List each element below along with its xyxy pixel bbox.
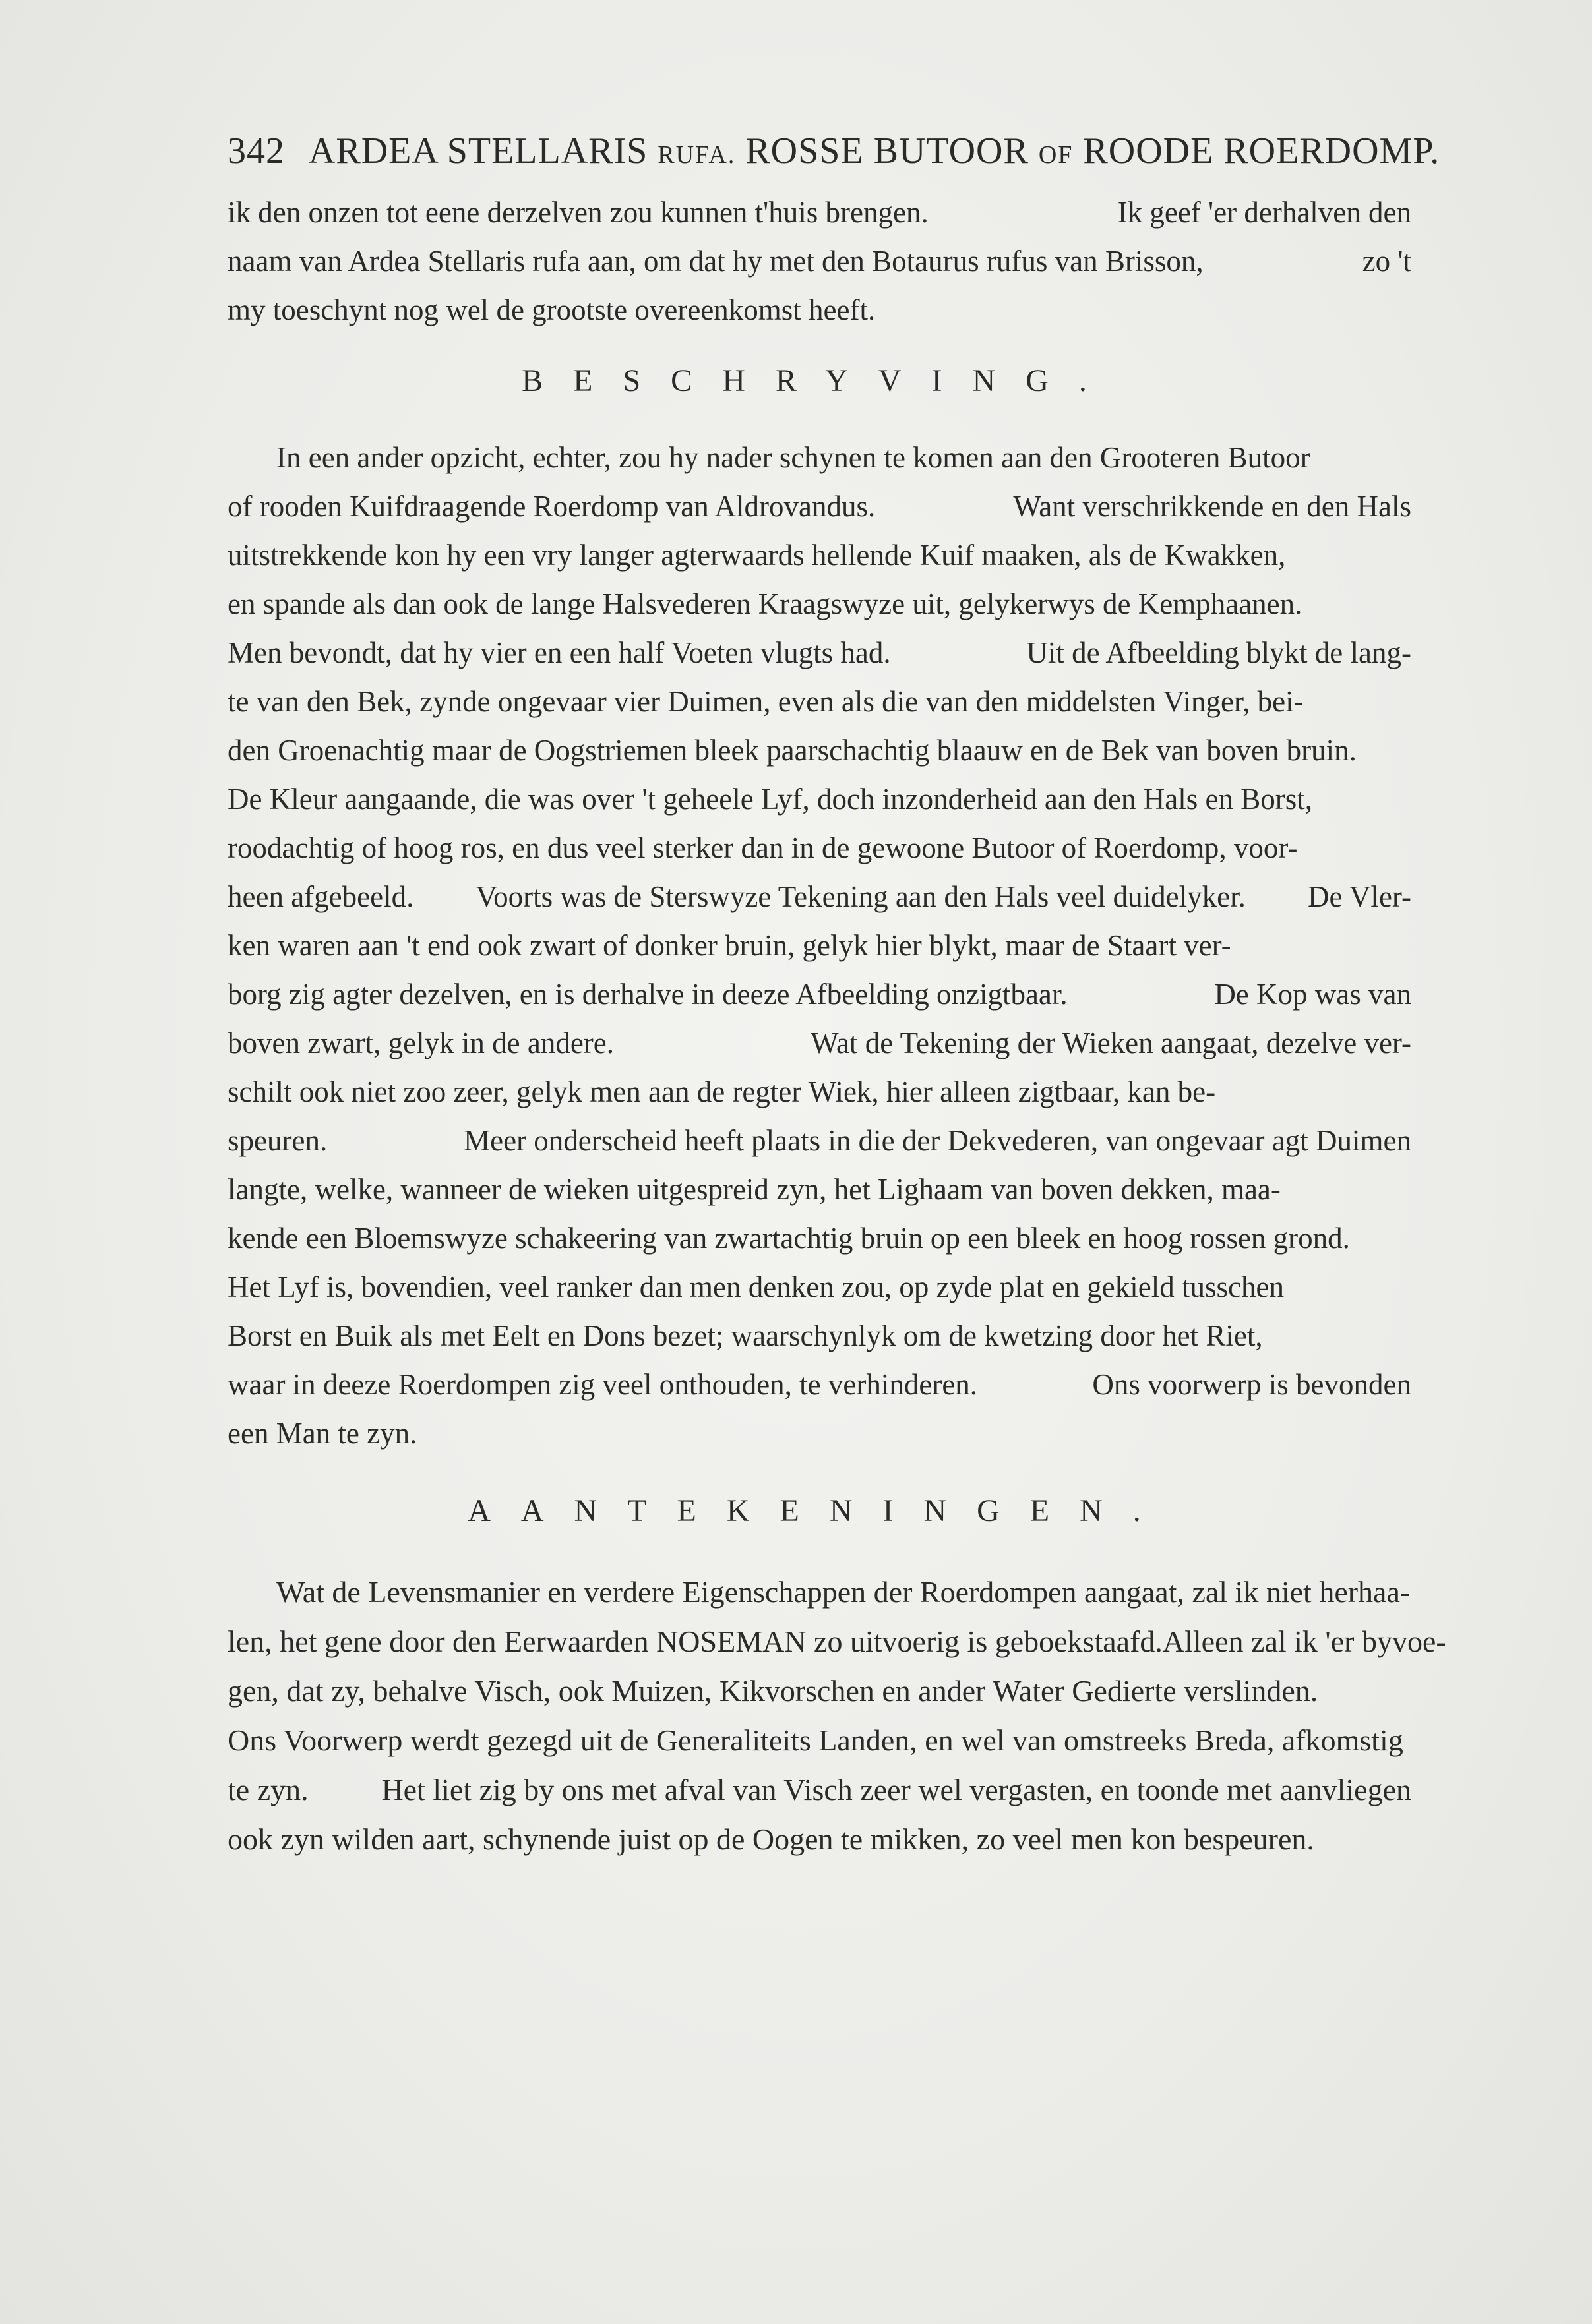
title-latin-suffix: RUFA.: [658, 141, 736, 169]
text-line: [276, 1567, 1411, 1617]
text-line: [228, 580, 1411, 628]
text-fragment: borg zig agter dezelven, en is derhalve in deeze Afbeelding onzigtbaar.: [228, 978, 1068, 1011]
text-line: [228, 1165, 1411, 1214]
text-fragment: langte, welke, wanneer de wieken uitgespreid zyn, het Lighaam van boven dekken, maa-: [228, 1173, 1281, 1206]
text-fragment: ik den onzen tot eene derzelven zou kunnen t'huis brengen.: [228, 196, 929, 229]
text-fragment: my toeschynt nog wel de grootste overeenkomst heeft.: [228, 293, 876, 326]
title-dutch-1: ROSSE BUTOOR: [745, 131, 1029, 171]
text-fragment: Alleen zal ik 'er byvoe-: [1162, 1624, 1446, 1658]
text-fragment: Ik geef 'er derhalven den: [1117, 196, 1411, 229]
text-fragment: speuren.: [228, 1124, 328, 1157]
text-fragment: De Vler-: [1308, 880, 1411, 913]
text-line: [228, 775, 1411, 823]
text-line: [228, 970, 1411, 1019]
intro-paragraph: [228, 188, 1411, 334]
text-fragment: ook zyn wilden aart, schynende juist op de Oogen te mikken, zo veel men kon bespeuren.: [228, 1822, 1314, 1856]
text-fragment: Voorts was de Sterswyze Tekening aan den Hals veel duidelyker.: [475, 880, 1246, 913]
text-line: [228, 1617, 1446, 1666]
text-fragment: Men bevondt, dat hy vier en een half Voeten vlugts had.: [228, 636, 891, 669]
text-line: [228, 872, 1411, 921]
running-head: [228, 129, 1440, 173]
title-latin: ARDEA STELLARIS: [308, 131, 648, 171]
text-fragment: In een ander opzicht, echter, zou hy nader schynen te komen aan den Grooteren Butoor: [276, 441, 1310, 474]
page-number: 342: [228, 131, 285, 171]
text-fragment: of rooden Kuifdraagende Roerdomp van Aldrovandus.: [228, 490, 876, 523]
text-line: [228, 1666, 1411, 1715]
section-heading-beschryving: BESCHRYVING.: [522, 363, 1117, 398]
text-fragment: zo 't: [1362, 245, 1411, 278]
text-line: [228, 823, 1411, 872]
text-fragment: Meer onderscheid heeft plaats in die der Dekvederen, van ongevaar agt Duimen: [464, 1124, 1411, 1157]
text-fragment: Want verschrikkende en den Hals: [1013, 490, 1411, 523]
text-fragment: kende een Bloemswyze schakeering van zwartachtig bruin op een bleek en hoog rossen grond.: [228, 1222, 1350, 1255]
text-fragment: len, het gene door den Eerwaarden NOSEMAN zo uitvoerig is geboekstaafd.: [228, 1624, 1163, 1658]
text-fragment: den Groenachtig maar de Oogstriemen bleek paarschachtig blaauw en de Bek van boven bruin.: [228, 734, 1357, 767]
text-fragment: De Kop was van: [1214, 978, 1411, 1011]
text-fragment: schilt ook niet zoo zeer, gelyk men aan de regter Wiek, hier alleen zigtbaar, kan be-: [228, 1075, 1216, 1108]
text-line: [228, 1019, 1411, 1067]
notes-paragraph: [228, 1567, 1446, 1864]
text-line: [228, 628, 1411, 677]
text-fragment: naam van Ardea Stellaris rufa aan, om dat hy met den Botaurus rufus van Brisson,: [228, 245, 1204, 278]
text-line: [228, 482, 1411, 531]
text-line: [228, 1263, 1411, 1311]
text-fragment: boven zwart, gelyk in de andere.: [228, 1027, 615, 1059]
description-paragraph: [228, 433, 1411, 1458]
text-line: [228, 921, 1411, 970]
text-line: [228, 1409, 1411, 1458]
text-line: [228, 1360, 1411, 1409]
text-line: [228, 726, 1411, 775]
title-dutch-2: ROODE ROERDOMP.: [1083, 131, 1440, 171]
text-line: [228, 1116, 1411, 1165]
text-line: [228, 1715, 1411, 1765]
text-fragment: Het liet zig by ons met afval van Visch zeer wel vergasten, en toonde met aanvliegen: [381, 1773, 1411, 1806]
text-fragment: De Kleur aangaande, die was over 't geheele Lyf, doch inzonderheid aan den Hals en Borst,: [228, 783, 1312, 816]
text-fragment: te van den Bek, zynde ongevaar vier Duimen, even als die van den middelsten Vinger, bei-: [228, 685, 1304, 718]
text-line: [228, 1067, 1411, 1116]
text-block: [228, 129, 1446, 1864]
text-fragment: waar in deeze Roerdompen zig veel onthouden, te verhinderen.: [228, 1368, 978, 1401]
text-line: [276, 433, 1411, 482]
text-fragment: ken waren aan 't end ook zwart of donker bruin, gelyk hier blykt, maar de Staart ver-: [228, 929, 1231, 962]
text-fragment: gen, dat zy, behalve Visch, ook Muizen, Kikvorschen en ander Water Gedierte verslinden.: [228, 1674, 1318, 1708]
text-line: [228, 1214, 1411, 1263]
text-fragment: en spande als dan ook de lange Halsvederen Kraagswyze uit, gelykerwys de Kemphaanen.: [228, 587, 1302, 620]
text-line: [228, 237, 1411, 285]
text-fragment: Uit de Afbeelding blykt de lang-: [1026, 636, 1411, 669]
text-fragment: Ons voorwerp is bevonden: [1092, 1368, 1411, 1401]
text-fragment: een Man te zyn.: [228, 1417, 417, 1450]
text-fragment: te zyn.: [228, 1773, 309, 1806]
text-fragment: Borst en Buik als met Eelt en Dons bezet; waarschynlyk om de kwetzing door het Riet,: [228, 1319, 1263, 1352]
text-line: [228, 531, 1411, 580]
text-fragment: Ons Voorwerp werdt gezegd uit de Generaliteits Landen, en wel van omstreeks Breda, afkomstig: [228, 1723, 1403, 1757]
text-fragment: Wat de Levensmanier en verdere Eigenschappen der Roerdompen aangaat, zal ik niet herhaa-: [276, 1575, 1411, 1609]
title-of: OF: [1038, 141, 1074, 169]
section-heading-aantekeningen: AANTEKENINGEN.: [468, 1493, 1171, 1528]
text-line: [228, 285, 1411, 334]
text-line: [228, 1311, 1411, 1360]
text-fragment: uitstrekkende kon hy een vry langer agterwaards hellende Kuif maaken, als de Kwakken,: [228, 539, 1286, 572]
text-fragment: roodachtig of hoog ros, en dus veel sterker dan in de gewoone Butoor of Roerdomp, voor-: [228, 831, 1298, 864]
text-line: [228, 188, 1411, 237]
text-line: [228, 1765, 1411, 1814]
text-line: [228, 1814, 1411, 1864]
text-fragment: Wat de Tekening der Wieken aangaat, dezelve ver-: [811, 1027, 1411, 1059]
text-fragment: heen afgebeeld.: [228, 880, 414, 913]
text-line: [228, 677, 1411, 726]
text-fragment: Het Lyf is, bovendien, veel ranker dan men denken zou, op zyde plat en gekield tusschen: [228, 1270, 1284, 1303]
